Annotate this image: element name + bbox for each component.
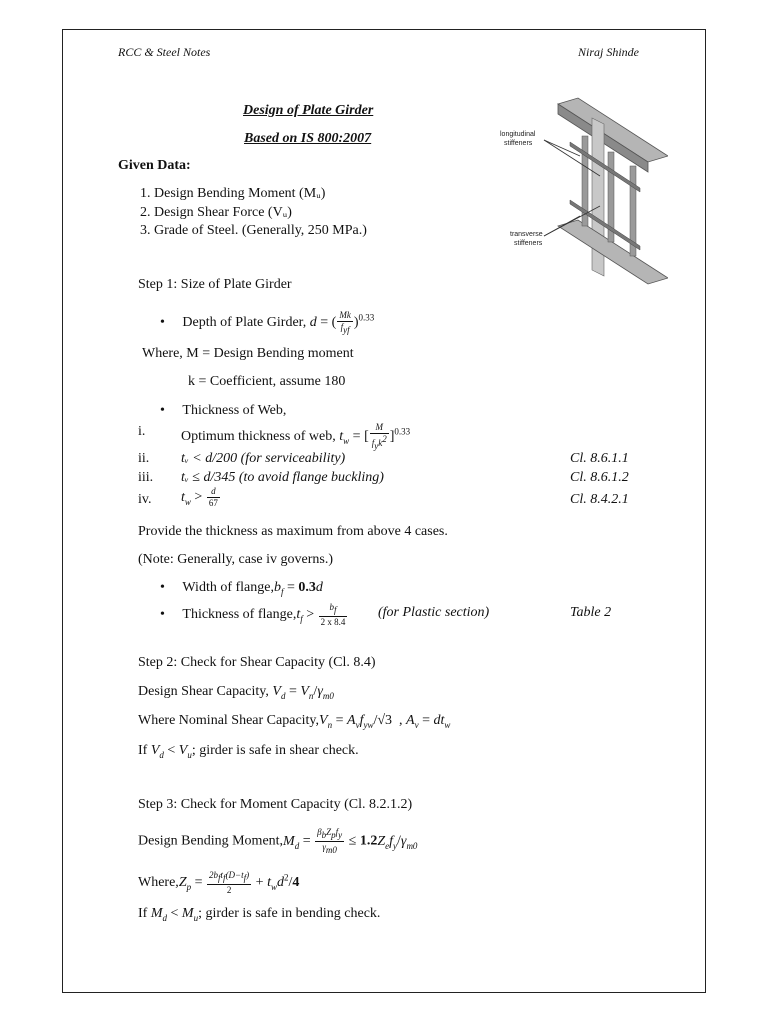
where-zp-label: Where,: [138, 875, 179, 891]
bullet: •: [160, 315, 165, 331]
case-iv-num: iv.: [138, 492, 152, 507]
case-i-label: Optimum thickness of web,: [181, 429, 340, 445]
svg-text:stiffeners: stiffeners: [514, 240, 543, 247]
where-m: Where, M = Design Bending moment: [142, 346, 354, 361]
shear-safe-text: ; girder is safe in shear check.: [191, 743, 359, 758]
provide-text: Provide the thickness as maximum from above 4 cases.: [138, 524, 448, 539]
depth-formula: • Depth of Plate Girder, d = ( $\frac{Mk}{f_{yf}}$ )$^{0.33}$: [160, 310, 375, 335]
step3-heading: Step 3: Check for Moment Capacity (Cl. 8.2.1.2): [138, 797, 413, 812]
depth-label: Depth of Plate Girder,: [182, 315, 310, 331]
svg-text:transverse: transverse: [510, 231, 543, 238]
thickness-web-label: Thickness of Web,: [182, 403, 287, 418]
where-k: k = Coefficient, assume 180: [188, 374, 346, 389]
case-iii: tᵥ ≤ d/345 (to avoid flange buckling): [181, 470, 384, 485]
case-ii-ref: Cl. 8.6.1.1: [570, 451, 629, 466]
header-left: RCC & Steel Notes: [118, 45, 211, 59]
bullet: •: [160, 607, 165, 623]
flange-thick-note: (for Plastic section): [378, 605, 490, 620]
given-item-1: 1. Design Bending Moment (Mᵤ): [140, 186, 326, 201]
svg-text:stiffeners: stiffeners: [504, 140, 533, 147]
step1-heading: Step 1: Size of Plate Girder: [138, 277, 292, 292]
nominal-label: Where Nominal Shear Capacity,: [138, 713, 320, 728]
case-i: Optimum thickness of web, $t_w$ = [ $\frac{M}{f_yk^2}$ ]$^{0.33}$: [181, 422, 411, 451]
given-item-3: 3. Grade of Steel. (Generally, 250 MPa.): [140, 223, 367, 238]
flange-width: • Width of $flange,b_f = 0.3d$: [160, 580, 323, 597]
case-iii-num: iii.: [138, 470, 154, 485]
document-title: Design of Plate Girder: [243, 103, 374, 118]
given-data-heading: Given Data:: [118, 158, 191, 173]
thickness-web-item: [160, 403, 286, 419]
case-i-num: i.: [138, 424, 146, 439]
where-zp: $Where,Z_p$ = $\frac{2b_ft_f(D-t_f)}{2}$ + $t_wd^2/4$: [138, 870, 300, 895]
nominal-shear: Where Nominal Shear $Capacity,V_n = A_vf_{yw}/√3$ , $A_v = dt_w$: [138, 713, 451, 730]
flange-thick-label: Thickness of flange,: [182, 607, 297, 623]
case-ii: tᵥ < d/200 (for serviceability): [181, 451, 346, 466]
moment-safe: If $M_d < M_u$; girder is safe in bending check.: [138, 906, 381, 923]
case-ii-num: ii.: [138, 451, 150, 466]
flange-thick-ref: Table 2: [570, 605, 612, 620]
case-iv-ref: Cl. 8.4.2.1: [570, 492, 629, 507]
design-shear: Design Shear Capacity, $V_d = V_n/\gamma_{m0}$: [138, 684, 334, 701]
shear-safe: If $V_d < V_u$; girder is safe in shear check.: [138, 743, 359, 760]
flange-width-label: Width of flange,: [182, 580, 274, 595]
note-text: (Note: Generally, case iv governs.): [138, 552, 334, 567]
flange-thickness: • Thickness of $flange,t_f$ > $\frac{b_f}{2 x 8.4}$: [160, 602, 346, 627]
bullet: •: [160, 403, 165, 418]
svg-text:longitudinal: longitudinal: [500, 131, 536, 138]
given-item-2: 2. Design Shear Force (Vᵤ): [140, 205, 292, 220]
header-right: Niraj Shinde: [578, 45, 640, 59]
design-shear-label: Design Shear Capacity,: [138, 684, 273, 699]
moment-safe-text: ; girder is safe in bending check.: [198, 906, 381, 921]
bullet: •: [160, 580, 165, 595]
step2-heading: Step 2: Check for Shear Capacity (Cl. 8.4): [138, 655, 376, 670]
design-moment: Design Bending $Moment,M_d$ = $\frac{\beta_bZ_pf_y}{\gamma_{m0}}$ ≤ $1.2Z_ef_y/\gamma_{m0}$: [138, 827, 418, 855]
case-iii-ref: Cl. 8.6.1.2: [570, 470, 629, 485]
case-iv: $t_w$ > $\frac{d}{67}$: [181, 486, 218, 508]
design-moment-label: Design Bending Moment,: [138, 833, 284, 849]
document-subtitle: Based on IS 800:2007: [244, 131, 372, 146]
plate-girder-figure: [500, 96, 668, 286]
